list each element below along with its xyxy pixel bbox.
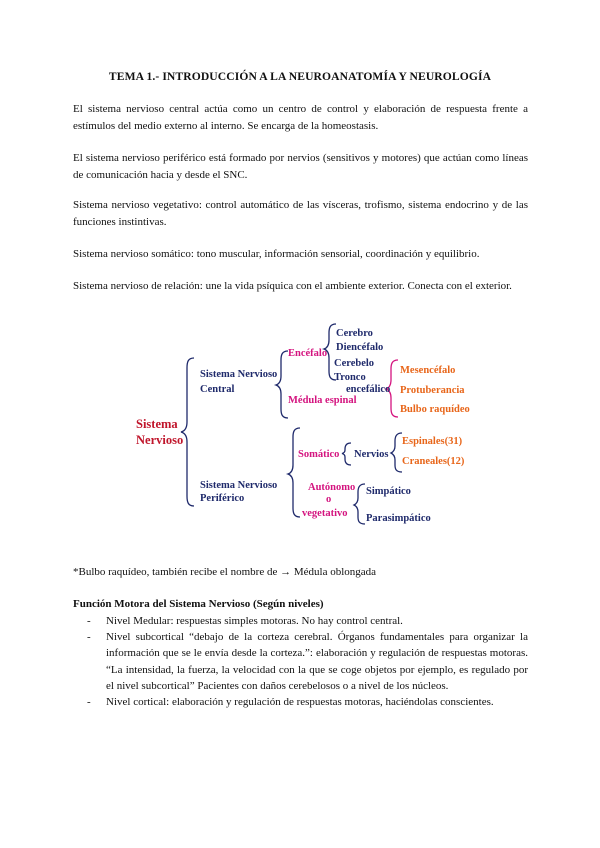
periferico-brace bbox=[288, 428, 300, 517]
levels-list bbox=[73, 613, 528, 710]
encefalo-label: Encéfalo bbox=[288, 348, 328, 359]
craneales-label: Craneales(12) bbox=[402, 456, 465, 467]
somatico-label: Somático bbox=[298, 449, 340, 460]
nervios-label: Nervios bbox=[354, 449, 389, 460]
central-brace bbox=[276, 351, 288, 418]
autonomo-label-line3: vegetativo bbox=[302, 508, 348, 519]
list-item bbox=[73, 629, 528, 694]
paragraph-vegetativo: Sistema nervioso vegetativo: control automático de las vísceras, trofismo, sistema endocrino y de las funciones instintivas. bbox=[73, 199, 528, 228]
periferico-label-line1: Sistema Nervioso bbox=[200, 480, 278, 491]
list-item bbox=[73, 694, 528, 710]
paragraph-somatico: Sistema nervioso somático: tono muscular, información sensorial, coordinación y equilibrio. bbox=[73, 248, 480, 260]
list-item-text: Nivel cortical: elaboración y regulación de respuestas motoras, haciéndolas conscientes. bbox=[106, 696, 494, 709]
somatico-brace bbox=[342, 443, 351, 465]
nervios-brace bbox=[391, 433, 402, 472]
parasimpatico-label: Parasimpático bbox=[366, 513, 431, 524]
paragraph-relacion: Sistema nervioso de relación: une la vida psíquica con el ambiente exterior. Conecta con el exterior. bbox=[73, 280, 512, 292]
autonomo-brace bbox=[354, 484, 365, 524]
list-item bbox=[73, 613, 528, 629]
root-brace bbox=[181, 358, 194, 506]
tronco-label-line2: encefálico bbox=[346, 384, 391, 395]
cerebro-label: Cerebro bbox=[336, 328, 373, 339]
list-dash: - bbox=[87, 696, 91, 709]
list-dash: - bbox=[87, 615, 91, 627]
diencefalo-label: Diencéfalo bbox=[336, 342, 384, 353]
medula-label: Médula espinal bbox=[288, 395, 357, 406]
central-label-line2: Central bbox=[200, 384, 235, 395]
root-label-line1: Sistema bbox=[136, 417, 178, 431]
autonomo-label-line1: Autónomo bbox=[308, 482, 356, 493]
cerebelo-label: Cerebelo bbox=[334, 358, 375, 369]
paragraph-snp: El sistema nervioso periférico está formado por nervios (sensitivos y motores) que actúan como líneas de comunicación hacia y desde el SNC. bbox=[73, 152, 528, 181]
paragraph-snc: El sistema nervioso central actúa como un centro de control y elaboración de respuesta frente a estímulos del medio externo al interno. Se encarga de la homeostasis. bbox=[73, 103, 528, 132]
root-label-line2: Nervioso bbox=[136, 433, 184, 447]
section-title: Función Motora del Sistema Nervioso (Según niveles) bbox=[73, 598, 324, 610]
note-bulbo: *Bulbo raquídeo, también recibe el nombre de → Médula oblongada bbox=[73, 566, 377, 578]
list-item-text: Nivel subcortical “debajo de la corteza cerebral. Órganos fundamentales para organizar la información que se le envía desde la corteza.”: elaboración y regulación de respuestas motoras. “La intensidad, la fuerza, la velocidad con la que se coge objetos por ejemplo, es regulado por el nivel subcortical” Pacientes con daños cerebelosos o a nivel de los núcleos. bbox=[106, 631, 528, 692]
tronco-label-line1: Tronco bbox=[334, 372, 366, 383]
central-label-line1: Sistema Nervioso bbox=[200, 369, 278, 380]
list-item-text: Nivel Medular: respuestas simples motoras. No hay control central. bbox=[106, 615, 403, 627]
nervous-system-diagram bbox=[118, 318, 478, 538]
list-dash: - bbox=[87, 631, 91, 644]
periferico-label-line2: Periférico bbox=[200, 493, 245, 504]
autonomo-label-line2: o bbox=[326, 494, 332, 505]
page-title: TEMA 1.- INTRODUCCIÓN A LA NEUROANATOMÍA Y NEUROLOGÍA bbox=[108, 70, 492, 83]
bulbo-label: Bulbo raquídeo bbox=[400, 404, 470, 415]
protuberancia-label: Protuberancia bbox=[400, 385, 465, 396]
simpatico-label: Simpático bbox=[366, 486, 411, 497]
espinales-label: Espinales(31) bbox=[402, 436, 463, 447]
mesencefalo-label: Mesencéfalo bbox=[400, 365, 456, 376]
